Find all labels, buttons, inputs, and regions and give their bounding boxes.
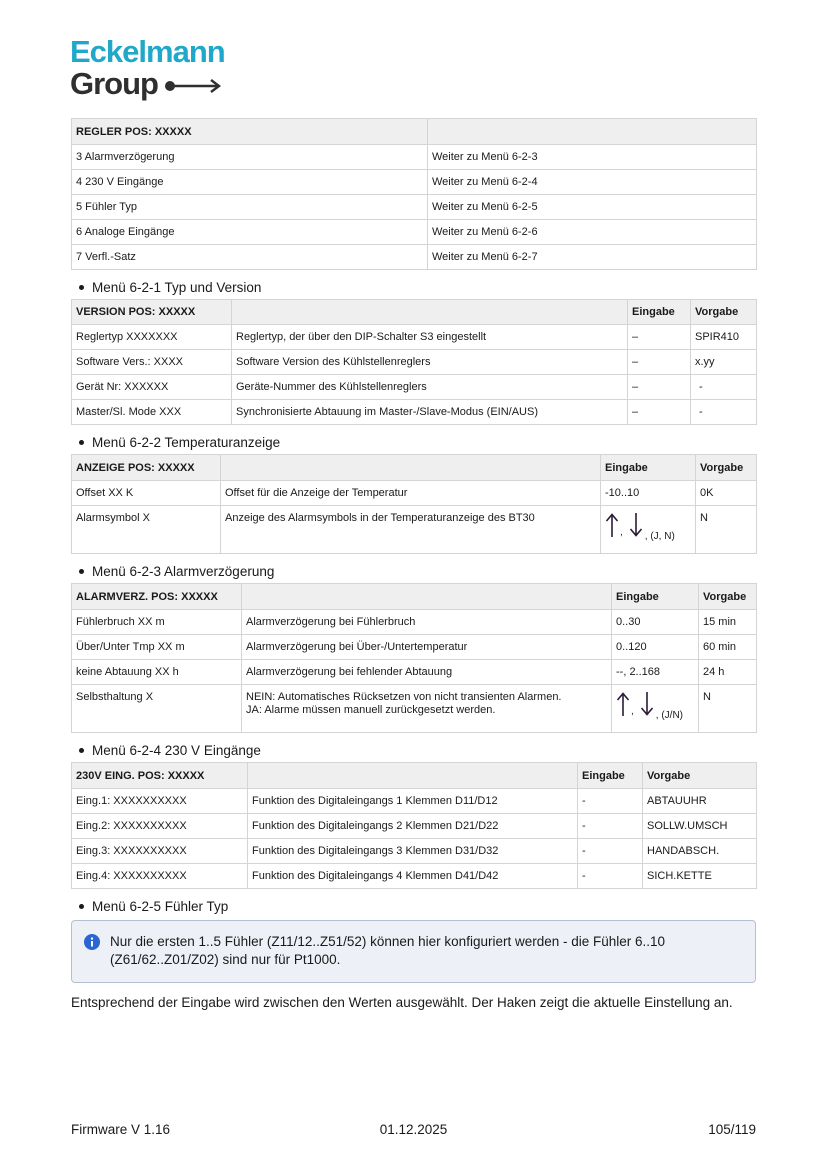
info-note: [71, 920, 756, 983]
logo-line2: Group: [70, 66, 158, 101]
heading-text: Menü 6-2-4 230 V Eingänge: [92, 743, 261, 758]
table-row: [72, 814, 757, 839]
heading-text: Menü 6-2-3 Alarmverzögerung: [92, 564, 275, 579]
version-table: [71, 299, 757, 425]
cell: SICH.KETTE: [643, 864, 757, 889]
logo-arrow-icon: [164, 79, 222, 93]
cell: Eing.1: XXXXXXXXXX: [72, 789, 248, 814]
bullet-icon: [79, 440, 84, 445]
table-row: [72, 195, 757, 220]
cell: --, 2..168: [612, 660, 699, 685]
header-cell: Vorgabe: [696, 455, 757, 481]
arrow-down-icon: [629, 512, 643, 538]
regler-table: [71, 118, 757, 270]
anzeige-table: [71, 454, 757, 554]
cell: Alarmverzögerung bei fehlender Abtauung: [242, 660, 612, 685]
table-row: [72, 375, 757, 400]
cell: 0..30: [612, 610, 699, 635]
cell: Eing.3: XXXXXXXXXX: [72, 839, 248, 864]
section-heading: [79, 898, 756, 915]
cell: keine Abtauung XX h: [72, 660, 242, 685]
cell: HANDABSCH.: [643, 839, 757, 864]
header-cell: 230V EING. POS: XXXXX: [72, 763, 248, 789]
footer-firmware: Firmware V 1.16: [71, 1122, 171, 1137]
cell: 24 h: [699, 660, 757, 685]
header-cell: Eingabe: [578, 763, 643, 789]
header-cell: [242, 584, 612, 610]
cell: Funktion des Digitaleingangs 2 Klemmen D21/D22: [248, 814, 578, 839]
document-content: [71, 118, 756, 1012]
header-cell: Vorgabe: [643, 763, 757, 789]
cell: Über/Unter Tmp XX m: [72, 635, 242, 660]
cell: Funktion des Digitaleingangs 1 Klemmen D11/D12: [248, 789, 578, 814]
heading-text: Menü 6-2-1 Typ und Version: [92, 280, 262, 295]
table-row: [72, 789, 757, 814]
table-row: [72, 635, 757, 660]
table-row: [72, 400, 757, 425]
cell: Weiter zu Menü 6-2-6: [428, 220, 757, 245]
cell: -: [578, 839, 643, 864]
cell: Weiter zu Menü 6-2-5: [428, 195, 757, 220]
bullet-icon: [79, 904, 84, 909]
table-row: [72, 170, 757, 195]
header-cell: [248, 763, 578, 789]
table-row: [72, 145, 757, 170]
cell: SPIR410: [691, 325, 757, 350]
cell: 0K: [696, 481, 757, 506]
cell: SOLLW.UMSCH: [643, 814, 757, 839]
bullet-icon: [79, 748, 84, 753]
cell: –: [628, 375, 691, 400]
footer-page-number: 105/119: [708, 1122, 756, 1137]
bullet-icon: [79, 569, 84, 574]
header-cell: ALARMVERZ. POS: XXXXX: [72, 584, 242, 610]
header-cell: [232, 300, 628, 325]
cell: x.yy: [691, 350, 757, 375]
arrow-down-icon: [640, 691, 654, 717]
arrow-up-icon: [616, 691, 630, 717]
cell: ABTAUUHR: [643, 789, 757, 814]
cell: 7 Verfl.-Satz: [72, 245, 428, 270]
header-cell: Vorgabe: [691, 300, 757, 325]
note-line: Nur die ersten 1..5 Fühler (Z11/12..Z51/52) können hier konfiguriert werden - die Fühler 6..10: [110, 934, 666, 949]
header-cell: Vorgabe: [699, 584, 757, 610]
cell: -: [578, 814, 643, 839]
arrow-suffix: , (J, N): [644, 531, 675, 542]
table-row: [72, 839, 757, 864]
table-row: [72, 685, 757, 733]
header-cell: VERSION POS: XXXXX: [72, 300, 232, 325]
cell: -10..10: [601, 481, 696, 506]
table-row: [72, 350, 757, 375]
cell: Reglertyp XXXXXXX: [72, 325, 232, 350]
table-row: [72, 610, 757, 635]
cell: Synchronisierte Abtauung im Master-/Slave-Modus (EIN/AUS): [232, 400, 628, 425]
cell: Master/Sl. Mode XXX: [72, 400, 232, 425]
cell: -: [578, 864, 643, 889]
cell: Funktion des Digitaleingangs 3 Klemmen D31/D32: [248, 839, 578, 864]
info-icon: [84, 934, 100, 950]
table-row: [72, 325, 757, 350]
cell: Offset für die Anzeige der Temperatur: [221, 481, 601, 506]
table-row: [72, 660, 757, 685]
desc-line: JA: Alarme müssen manuell zurückgesetzt werden.: [246, 704, 496, 716]
table-row: [72, 481, 757, 506]
header-cell: [221, 455, 601, 481]
section-heading: [79, 563, 756, 580]
cell: 3 Alarmverzögerung: [72, 145, 428, 170]
cell: 15 min: [699, 610, 757, 635]
header-cell: ANZEIGE POS: XXXXX: [72, 455, 221, 481]
bullet-icon: [79, 285, 84, 290]
arrow-suffix: , (J/N): [655, 710, 683, 721]
cell: -: [578, 789, 643, 814]
cell: 4 230 V Eingänge: [72, 170, 428, 195]
arrow-up-icon: [605, 512, 619, 538]
cell: –: [628, 325, 691, 350]
cell: Alarmverzögerung bei Über-/Untertemperatur: [242, 635, 612, 660]
cell: Funktion des Digitaleingangs 4 Klemmen D41/D42: [248, 864, 578, 889]
cell: Offset XX K: [72, 481, 221, 506]
cell: , , (J, N): [601, 506, 696, 554]
cell: , , (J/N): [612, 685, 699, 733]
table-row: [72, 864, 757, 889]
cell: 0..120: [612, 635, 699, 660]
cell: Weiter zu Menü 6-2-3: [428, 145, 757, 170]
cell: Selbsthaltung X: [72, 685, 242, 733]
section-heading: [79, 279, 756, 296]
heading-text: Menü 6-2-2 Temperaturanzeige: [92, 435, 281, 450]
cell: 5 Fühler Typ: [72, 195, 428, 220]
note-line: (Z61/62..Z01/Z02) sind nur für Pt1000.: [110, 952, 341, 967]
cell: Alarmverzögerung bei Fühlerbruch: [242, 610, 612, 635]
footer-date: 01.12.2025: [379, 1122, 448, 1137]
cell: Weiter zu Menü 6-2-4: [428, 170, 757, 195]
table-row: [72, 245, 757, 270]
table-row: [72, 506, 757, 554]
cell: Software Version des Kühlstellenreglers: [232, 350, 628, 375]
cell: Reglertyp, der über den DIP-Schalter S3 eingestellt: [232, 325, 628, 350]
header-cell: Eingabe: [601, 455, 696, 481]
desc-line: NEIN: Automatisches Rücksetzen von nicht transienten Alarmen.: [246, 691, 562, 703]
alarmverz-table: [71, 583, 757, 733]
cell: Alarmsymbol X: [72, 506, 221, 554]
cell: [242, 685, 612, 733]
cell: –: [628, 400, 691, 425]
regler-header-empty: [428, 119, 757, 145]
cell: –: [628, 350, 691, 375]
cell: Eing.2: XXXXXXXXXX: [72, 814, 248, 839]
cell: 6 Analoge Eingänge: [72, 220, 428, 245]
cell: N: [699, 685, 757, 733]
cell: Geräte-Nummer des Kühlstellenreglers: [232, 375, 628, 400]
logo-line1: Eckelmann: [70, 34, 225, 69]
header-cell: Eingabe: [628, 300, 691, 325]
eingaenge-table: [71, 762, 757, 889]
page-footer: [71, 1122, 756, 1137]
cell: Software Vers.: XXXX: [72, 350, 232, 375]
cell: -: [691, 400, 757, 425]
cell: -: [691, 375, 757, 400]
header-cell: Eingabe: [612, 584, 699, 610]
heading-text: Menü 6-2-5 Fühler Typ: [92, 899, 229, 914]
cell: Anzeige des Alarmsymbols in der Temperaturanzeige des BT30: [221, 506, 601, 554]
section-heading: [79, 742, 756, 759]
cell: Eing.4: XXXXXXXXXX: [72, 864, 248, 889]
eckelmann-logo: [70, 36, 225, 100]
regler-header: REGLER POS: XXXXX: [72, 119, 428, 145]
cell: Gerät Nr: XXXXXX: [72, 375, 232, 400]
table-row: [72, 220, 757, 245]
cell: Weiter zu Menü 6-2-7: [428, 245, 757, 270]
body-paragraph: Entsprechend der Eingabe wird zwischen den Werten ausgewählt. Der Haken zeigt die aktuelle Einstellung an.: [71, 995, 733, 1010]
cell: N: [696, 506, 757, 554]
section-heading: [79, 434, 756, 451]
cell: 60 min: [699, 635, 757, 660]
cell: Fühlerbruch XX m: [72, 610, 242, 635]
